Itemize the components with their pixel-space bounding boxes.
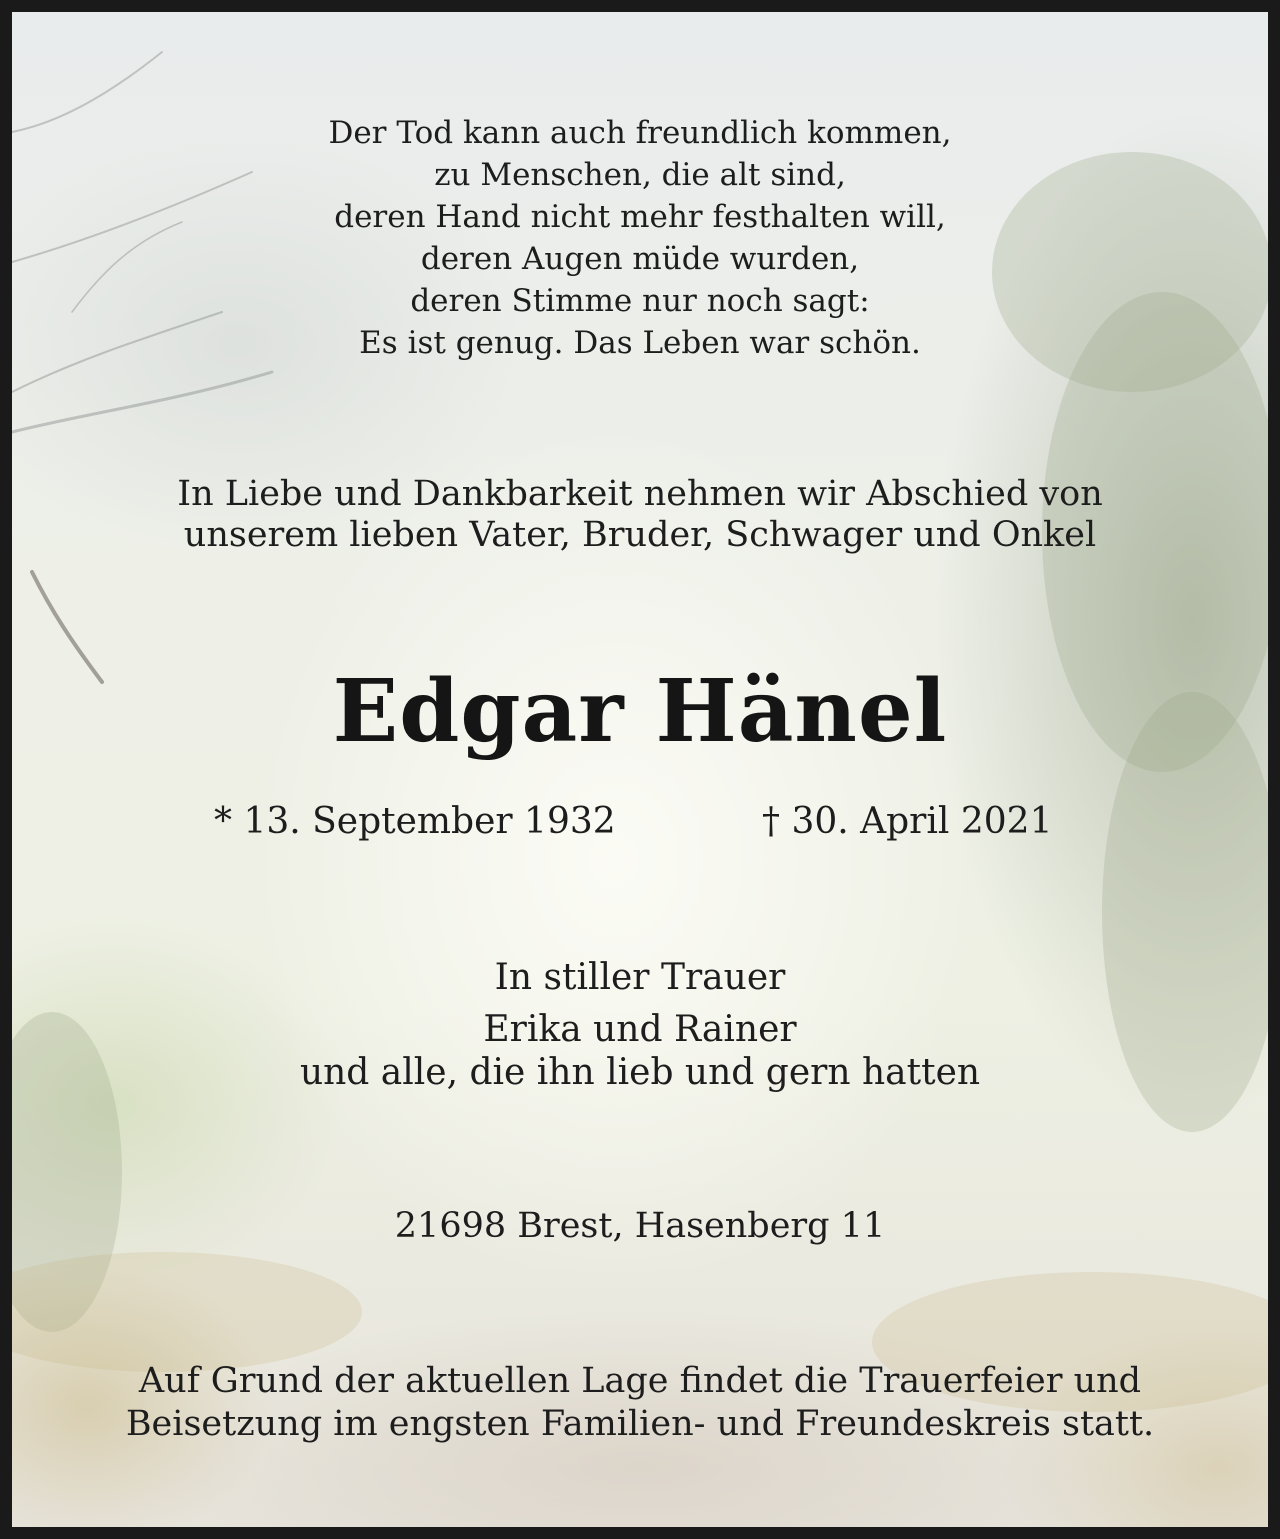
farewell-intro	[12, 474, 1268, 556]
notice-line: Auf Grund der aktuellen Lage findet die Trauerfeier und	[138, 1361, 1142, 1401]
mourners-list	[12, 1008, 1268, 1094]
poem-line: Der Tod kann auch freundlich kommen,	[328, 115, 952, 151]
poem-line: deren Stimme nur noch sagt:	[410, 283, 870, 319]
intro-line: unserem lieben Vater, Bruder, Schwager und Onkel	[183, 515, 1097, 555]
poem-line: Es ist genug. Das Leben war schön.	[359, 325, 921, 361]
poem-line: deren Hand nicht mehr festhalten will,	[334, 199, 946, 235]
obituary-card	[12, 12, 1268, 1527]
poem-line: zu Menschen, die alt sind,	[434, 157, 846, 193]
address: 21698 Brest, Hasenberg 11	[394, 1206, 886, 1246]
mourners-line: Erika und Rainer	[483, 1009, 797, 1050]
funeral-notice	[12, 1360, 1268, 1446]
mourning-heading: In stiller Trauer	[494, 957, 786, 998]
poem-line: deren Augen müde wurden,	[420, 241, 860, 277]
death-date: † 30. April 2021	[762, 801, 1053, 842]
deceased-name: Edgar Hänel	[332, 661, 948, 762]
birth-date: * 13. September 1932	[214, 801, 616, 842]
intro-line: In Liebe und Dankbarkeit nehmen wir Abschied von	[177, 474, 1103, 514]
notice-line: Beisetzung im engsten Familien- und Freundeskreis statt.	[125, 1404, 1155, 1444]
mourners-line: und alle, die ihn lieb und gern hatten	[299, 1052, 981, 1093]
poem	[12, 112, 1268, 364]
